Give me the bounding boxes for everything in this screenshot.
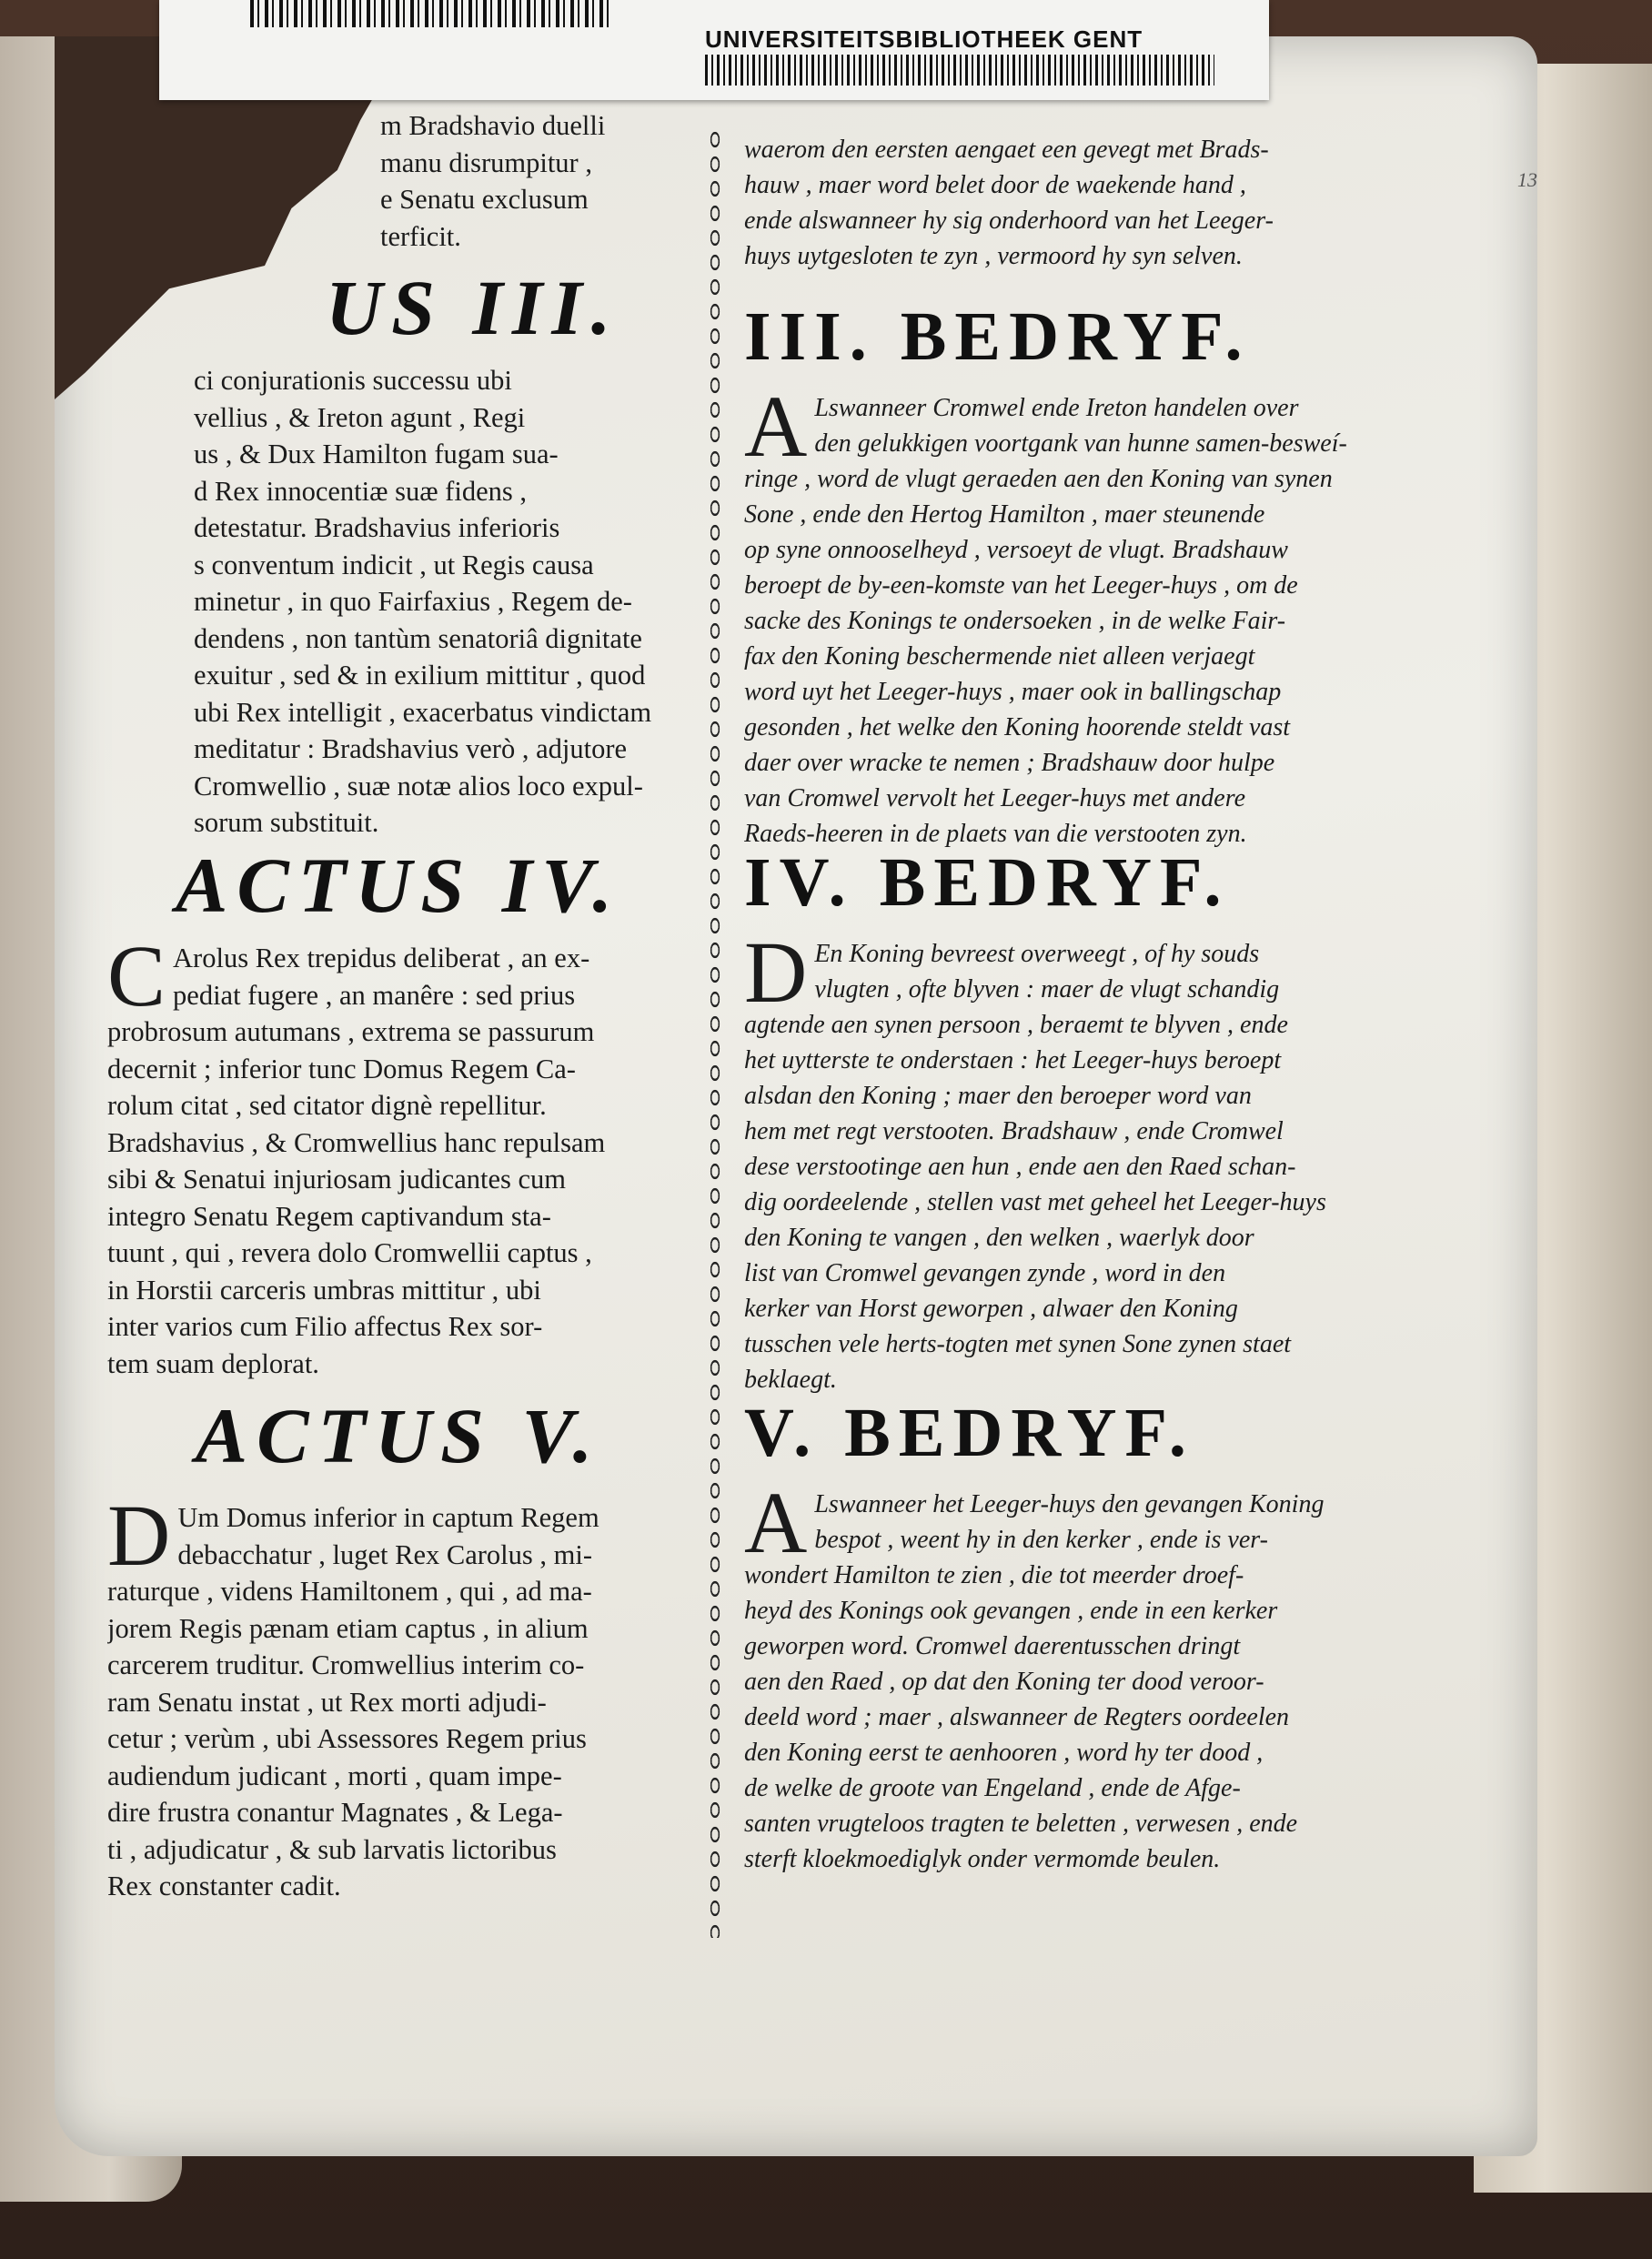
- text-line: e Senatu exclusum: [380, 184, 589, 215]
- text-line: den Koning te vangen , den welken , waerlyk door: [744, 1224, 1254, 1252]
- text-line: deeld word ; maer , alswanneer de Regters oordeelen: [744, 1703, 1290, 1731]
- latin-act4-dropcap: C: [107, 927, 166, 1024]
- dutch-act3: [744, 296, 1390, 852]
- text-line: hem met regt verstooten. Bradshauw , ende Cromwel: [744, 1117, 1284, 1145]
- text-line: debacchatur , luget Rex Carolus , mi-: [177, 1538, 592, 1570]
- dutch-act5-dropcap: A: [744, 1474, 808, 1571]
- text-line: decernit ; inferior tunc Domus Regem Ca-: [107, 1053, 576, 1084]
- text-line: En Koning bevreest overweegt , of hy souds: [814, 940, 1260, 968]
- text-line: dire frustra conantur Magnates , & Lega-: [107, 1797, 563, 1828]
- text-line: rolum citat , sed citator dignè repellitur.: [107, 1090, 547, 1121]
- latin-act5-lines: [107, 1487, 690, 1905]
- text-line: sterft kloekmoediglyk onder vermomde beulen.: [744, 1845, 1221, 1873]
- text-line: van Cromwel vervolt het Leeger-huys met andere: [744, 784, 1245, 812]
- text-line: minetur , in quo Fairfaxius , Regem de-: [194, 586, 632, 617]
- text-line: exuitur , sed & in exilium mittitur , quod: [194, 660, 646, 691]
- dutch-act4-text: [744, 923, 1390, 1397]
- latin-act3-text: [107, 362, 690, 842]
- text-line: dese verstootinge aen hun , ende aen den Raed schan-: [744, 1153, 1296, 1181]
- text-line: beroept de by-een-komste van het Leeger-huys , om de: [744, 571, 1298, 600]
- text-line: integro Senatu Regem captivandum sta-: [107, 1200, 551, 1232]
- text-line: us , & Dux Hamilton fugam sua-: [194, 439, 559, 469]
- text-line: de welke de groote van Engeland , ende de Afge-: [744, 1774, 1241, 1802]
- text-line: list van Cromwel gevangen zynde , word in den: [744, 1259, 1226, 1287]
- text-line: Raeds-heeren in de plaets van die verstooten zyn.: [744, 820, 1247, 848]
- text-line: ti , adjudicatur , & sub larvatis lictoribus: [107, 1833, 557, 1865]
- text-line: meditatur : Bradshavius verò , adjutore: [194, 733, 628, 764]
- text-line: Arolus Rex trepidus deliberat , an ex-: [173, 943, 590, 973]
- text-line: kerker van Horst geworpen , alwaer den Koning: [744, 1295, 1238, 1323]
- dutch-act3-heading: III. BEDRYF.: [744, 298, 1251, 375]
- text-line: gesonden , het welke den Koning hoorende steldt vast: [744, 713, 1291, 741]
- text-line: ram Senatu instat , ut Rex morti adjudi-: [107, 1686, 547, 1718]
- text-line: probrosum autumans , extrema se passurum: [107, 1016, 595, 1047]
- text-line: d Rex innocentiæ suæ fidens ,: [194, 475, 527, 507]
- text-line: detestatur. Bradshavius inferioris: [194, 512, 560, 543]
- dutch-act3-text: [744, 378, 1390, 852]
- dutch-act5-heading: V. BEDRYF.: [744, 1395, 1194, 1471]
- text-line: Rex constanter cadit.: [107, 1871, 341, 1901]
- text-line: Um Domus inferior in captum Regem: [177, 1502, 599, 1533]
- dutch-act3-lines: [744, 378, 1390, 852]
- text-line: carcerem truditur. Cromwellius interim co-: [107, 1649, 585, 1680]
- text-line: hauw , maer word belet door de waekende hand ,: [744, 171, 1246, 199]
- text-line: heyd des Konings ook gevangen , ende in een kerker: [744, 1597, 1278, 1625]
- dutch-intro: [744, 132, 1390, 274]
- text-line: agtende aen synen persoon , beraemt te blyven , ende: [744, 1011, 1288, 1039]
- text-line: m Bradshavio duelli: [380, 110, 606, 141]
- barcode-top: [250, 0, 614, 27]
- latin-act4: [107, 840, 690, 1382]
- text-line: sorum substituit.: [194, 807, 379, 838]
- text-line: santen vrugteloos tragten te beletten , verwesen , ende: [744, 1810, 1298, 1838]
- text-line: Cromwellio , suæ notæ alios loco expul-: [194, 770, 643, 802]
- library-barcode-slip: [159, 0, 1269, 100]
- text-line: vlugten , ofte blyven : maer de vlugt schandig: [814, 975, 1280, 1003]
- dutch-act4-dropcap: D: [744, 923, 808, 1021]
- text-line: fax den Koning beschermende niet alleen verjaegt: [744, 642, 1255, 671]
- latin-intro: [107, 107, 690, 255]
- text-line: wondert Hamilton te zien , die tot meerder droef-: [744, 1561, 1244, 1589]
- dutch-act5: [744, 1392, 1390, 1877]
- column-divider-ornament: [705, 127, 725, 1938]
- latin-act4-lines: [107, 927, 690, 1382]
- text-line: dig oordeelende , stellen vast met geheel het Leeger-huys: [744, 1188, 1326, 1216]
- latin-act3: [107, 262, 690, 842]
- text-line: s conventum indicit , ut Regis causa: [194, 549, 594, 580]
- latin-act5-text: [107, 1487, 690, 1905]
- text-line: sibi & Senatui injuriosam judicantes cum: [107, 1164, 567, 1195]
- text-line: beklaegt.: [744, 1366, 837, 1394]
- latin-act5-heading: ACTUS V.: [195, 1392, 602, 1479]
- text-line: tem suam deplorat.: [107, 1347, 319, 1379]
- text-line: pediat fugere , an manêre : sed prius: [173, 979, 576, 1011]
- text-line: ende alswanneer hy sig onderhoord van het Leeger-: [744, 207, 1274, 235]
- text-line: den Koning eerst te aenhooren , word hy ter dood ,: [744, 1739, 1264, 1767]
- text-line: het uytterste te onderstaen : het Leeger-huys beroept: [744, 1046, 1282, 1074]
- text-line: Lswanneer het Leeger-huys den gevangen Koning: [814, 1490, 1325, 1518]
- text-line: Lswanneer Cromwel ende Ireton handelen over: [814, 394, 1299, 422]
- dutch-act4: [744, 842, 1390, 1397]
- dutch-act5-lines: [744, 1474, 1390, 1877]
- text-line: manu disrumpitur ,: [380, 146, 592, 178]
- text-line: geworpen word. Cromwel daerentusschen dringt: [744, 1632, 1241, 1660]
- text-line: in Horstii carceris umbras mittitur , ubi: [107, 1274, 541, 1306]
- text-line: cetur ; verùm , ubi Assessores Regem prius: [107, 1723, 587, 1754]
- text-line: alsdan den Koning ; maer den beroeper word van: [744, 1082, 1252, 1110]
- text-line: tuunt , qui , revera dolo Cromwellii captus ,: [107, 1237, 592, 1268]
- text-line: bespot , weent hy in den kerker , ende is ver-: [814, 1526, 1268, 1554]
- text-line: huys uytgesloten te zyn , vermoord hy syn selven.: [744, 242, 1243, 270]
- text-line: dendens , non tantùm senatoriâ dignitate: [194, 622, 642, 654]
- text-line: inter varios cum Filio affectus Rex sor-: [107, 1311, 543, 1342]
- latin-intro-text: [107, 107, 690, 255]
- dutch-act4-heading: IV. BEDRYF.: [744, 844, 1230, 921]
- text-line: word uyt het Leeger-huys , maer ook in ballingschap: [744, 678, 1282, 706]
- dutch-act3-dropcap: A: [744, 378, 808, 475]
- text-line: jorem Regis pænam etiam captus , in alium: [107, 1612, 589, 1644]
- text-line: sacke des Konings te ondersoeken , in de welke Fair-: [744, 607, 1286, 635]
- text-line: Sone , ende den Hertog Hamilton , maer steunende: [744, 500, 1265, 529]
- text-line: daer over wracke te nemen ; Bradshauw door hulpe: [744, 749, 1275, 777]
- margin-note: 13: [1517, 168, 1537, 191]
- latin-act4-heading: ACTUS IV.: [176, 842, 621, 929]
- text-line: den gelukkigen voortgank van hunne samen-besweí-: [814, 429, 1347, 458]
- barcode-bottom: [705, 55, 1214, 86]
- text-line: op syne onnooselheyd , versoeyt de vlugt. Bradshauw: [744, 536, 1288, 564]
- text-line: audiendum judicant , morti , quam impe-: [107, 1760, 562, 1791]
- text-line: aen den Raed , op dat den Koning ter dood veroor-: [744, 1668, 1264, 1696]
- latin-act3-heading: US III.: [326, 264, 620, 351]
- text-line: ringe , word de vlugt geraeden aen den Koning van synen: [744, 465, 1333, 493]
- text-line: terficit.: [380, 220, 461, 252]
- dutch-act4-lines: [744, 923, 1390, 1397]
- dutch-intro-text: [744, 132, 1390, 274]
- text-line: ubi Rex intelligit , exacerbatus vindictam: [194, 696, 652, 728]
- text-line: raturque , videns Hamiltonem , qui , ad ma-: [107, 1576, 592, 1607]
- latin-act4-text: [107, 927, 690, 1382]
- text-line: vellius , & Ireton agunt , Regi: [194, 401, 526, 433]
- text-line: ci conjurationis successu ubi: [194, 365, 512, 396]
- dutch-act5-text: [744, 1474, 1390, 1877]
- text-line: waerom den eersten aengaet een gevegt met Brads-: [744, 136, 1269, 164]
- text-line: Bradshavius , & Cromwellius hanc repulsam: [107, 1126, 606, 1158]
- text-line: tusschen vele herts-togten met synen Sone zynen staet: [744, 1330, 1292, 1358]
- latin-act5: [107, 1390, 690, 1905]
- latin-act5-dropcap: D: [107, 1487, 171, 1584]
- library-label: UNIVERSITEITSBIBLIOTHEEK GENT: [705, 25, 1143, 53]
